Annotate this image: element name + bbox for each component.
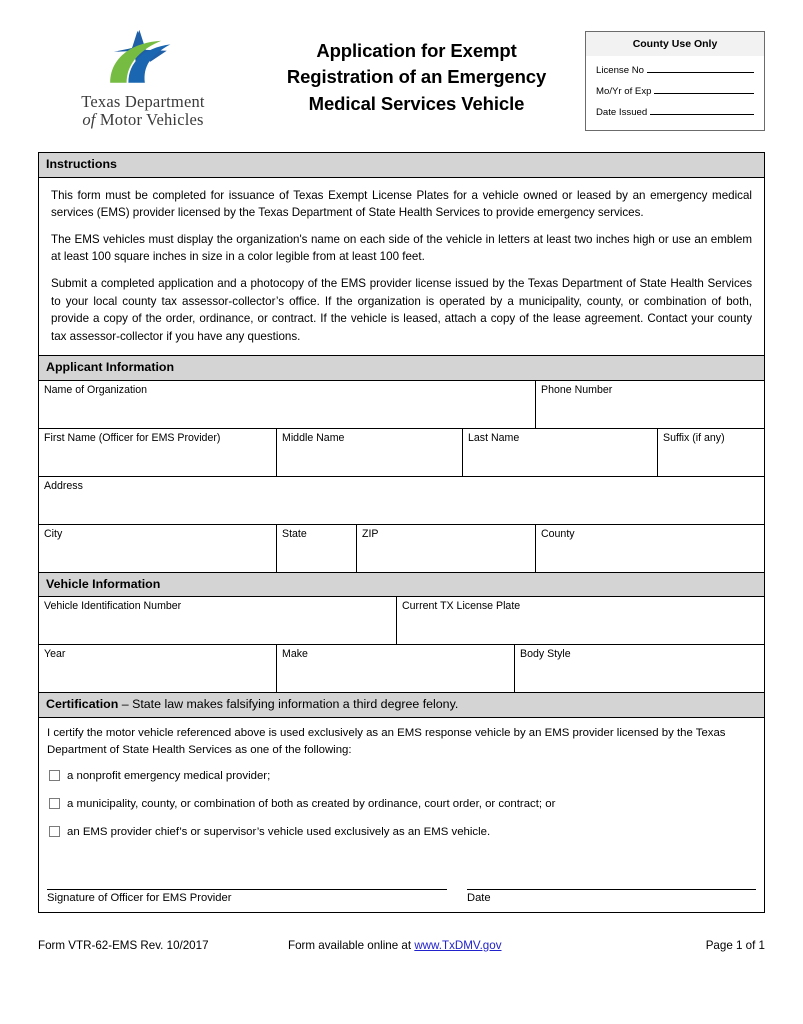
vin-field[interactable] <box>39 597 397 644</box>
make-label: Make <box>282 648 308 661</box>
address-field[interactable] <box>39 477 760 524</box>
state-label: State <box>282 527 307 540</box>
signature-lines <box>39 889 764 890</box>
signature-line[interactable] <box>47 889 447 890</box>
zip-label: ZIP <box>362 527 379 540</box>
phone-number-label: Phone Number <box>541 383 613 396</box>
form-body <box>38 152 765 913</box>
last-name-label: Last Name <box>468 431 520 444</box>
last-name-field[interactable] <box>463 429 658 476</box>
first-name-field[interactable] <box>39 429 277 476</box>
applicant-row-city-state-zip <box>39 525 764 573</box>
agency-name-line2: of Motor Vehicles <box>82 109 204 129</box>
name-of-organization-label: Name of Organization <box>44 383 148 396</box>
instructions-section-heading: Instructions <box>39 153 764 178</box>
address-label: Address <box>44 479 83 492</box>
certification-heading-rest: – State law makes falsifying information a third degree felony. <box>118 697 459 712</box>
mo-yr-of-exp-label: Mo/Yr of Exp <box>596 86 652 97</box>
certification-option-3-label: an EMS provider chief’s or supervisor’s vehicle used exclusively as an EMS vehicle. <box>67 825 491 838</box>
county-field[interactable] <box>536 525 760 572</box>
page-footer <box>38 939 765 952</box>
certification-option-2[interactable] <box>47 797 756 813</box>
year-label: Year <box>44 648 66 661</box>
signature-labels <box>39 890 764 912</box>
instructions-paragraph-1: This form must be completed for issuance of Texas Exempt License Plates for a vehicle owned or leased by an emergency medical services (EMS) provider licensed by the Texas Department of State Health Services to provide emergency services. <box>51 188 752 220</box>
body-style-label: Body Style <box>520 648 571 661</box>
certification-option-1[interactable] <box>47 769 756 785</box>
texas-dmv-star-logo <box>97 28 189 90</box>
first-name-label: First Name (Officer for EMS Provider) <box>44 431 221 444</box>
state-field[interactable] <box>277 525 357 572</box>
phone-number-field[interactable] <box>536 381 760 428</box>
county-use-only-fields <box>586 56 764 130</box>
body-style-field[interactable] <box>515 645 760 692</box>
county-label: County <box>541 527 575 540</box>
license-no-label: License No <box>596 65 644 76</box>
applicant-information-heading: Applicant Information <box>39 356 764 381</box>
instructions-paragraph-3: Submit a completed application and a photocopy of the EMS provider license issued by the Texas Department of State Health Services to your local county tax assessor-collector’s office. If the organization is operated by a municipality, county, or combination of both, provide a copy of the order, ordinance, or contract. If the vehicle is leased, attach a copy of the lease agreement. Contact your county tax assessor-collector if you have any questions. <box>51 276 752 343</box>
license-no-field[interactable] <box>596 64 754 76</box>
certification-heading <box>39 693 764 718</box>
license-no-line[interactable] <box>647 64 754 73</box>
name-of-organization-field[interactable] <box>39 381 536 428</box>
county-use-only-box <box>585 31 765 131</box>
page-title-line-2: Registration of an Emergency <box>286 66 547 88</box>
middle-name-field[interactable] <box>277 429 463 476</box>
make-field[interactable] <box>277 645 515 692</box>
date-line[interactable] <box>467 889 756 890</box>
checkbox-chief-supervisor-vehicle[interactable] <box>49 826 60 837</box>
applicant-row-name <box>39 429 764 477</box>
applicant-row-address <box>39 477 764 525</box>
page-title <box>248 22 585 117</box>
vehicle-row-year-make-body <box>39 645 764 693</box>
instructions-text <box>39 178 764 357</box>
mo-yr-of-exp-line[interactable] <box>654 85 754 94</box>
page-header <box>0 0 803 152</box>
page-title-line-3: Medical Services Vehicle <box>308 92 525 114</box>
date-issued-line[interactable] <box>650 106 754 115</box>
agency-logo <box>38 22 248 129</box>
txdmv-website-link[interactable]: www.TxDMV.gov <box>414 938 502 952</box>
vehicle-information-heading: Vehicle Information <box>39 573 764 598</box>
agency-logo-text <box>81 93 204 129</box>
certification-option-2-label: a municipality, county, or combination of both as created by ordinance, court order, or contract; or <box>67 797 556 810</box>
current-license-plate-label: Current TX License Plate <box>402 600 521 613</box>
certification-heading-bold: Certification <box>46 697 119 712</box>
checkbox-nonprofit-provider[interactable] <box>49 770 60 781</box>
agency-name-line1: Texas Department <box>81 92 205 111</box>
suffix-field[interactable] <box>658 429 760 476</box>
instructions-paragraph-2: The EMS vehicles must display the organization's name on each side of the vehicle in letters at least two inches high or use an emblem at least 100 square inches in size in a color legible from at least 100 feet. <box>51 232 752 264</box>
date-label: Date <box>467 891 491 904</box>
applicant-row-organization <box>39 381 764 429</box>
form-id: Form VTR-62-EMS Rev. 10/2017 <box>38 938 209 952</box>
current-license-plate-field[interactable] <box>397 597 760 644</box>
middle-name-label: Middle Name <box>282 431 345 444</box>
county-use-only-heading: County Use Only <box>586 32 764 56</box>
mo-yr-of-exp-field[interactable] <box>596 85 754 97</box>
vehicle-row-vin <box>39 597 764 645</box>
zip-field[interactable] <box>357 525 536 572</box>
suffix-label: Suffix (if any) <box>663 431 725 444</box>
date-issued-label: Date Issued <box>596 107 648 118</box>
certification-option-1-label: a nonprofit emergency medical provider; <box>67 769 271 782</box>
date-issued-field[interactable] <box>596 106 754 118</box>
vin-label: Vehicle Identification Number <box>44 600 182 613</box>
page-title-line-1: Application for Exempt <box>316 40 517 61</box>
city-field[interactable] <box>39 525 277 572</box>
certification-option-3[interactable] <box>47 825 756 841</box>
page-number: Page 1 of 1 <box>705 938 765 952</box>
form-availability <box>288 939 706 952</box>
checkbox-municipality-county[interactable] <box>49 798 60 809</box>
form-availability-prefix: Form available online at <box>288 938 415 952</box>
certification-intro: I certify the motor vehicle referenced above is used exclusively as an EMS response vehicle by an EMS provider licensed by the Texas Department of State Health Services as one of the following: <box>47 726 726 756</box>
signature-label: Signature of Officer for EMS Provider <box>47 891 232 904</box>
year-field[interactable] <box>39 645 277 692</box>
signature-spacer <box>47 853 756 889</box>
city-label: City <box>44 527 63 540</box>
certification-body <box>39 718 764 889</box>
